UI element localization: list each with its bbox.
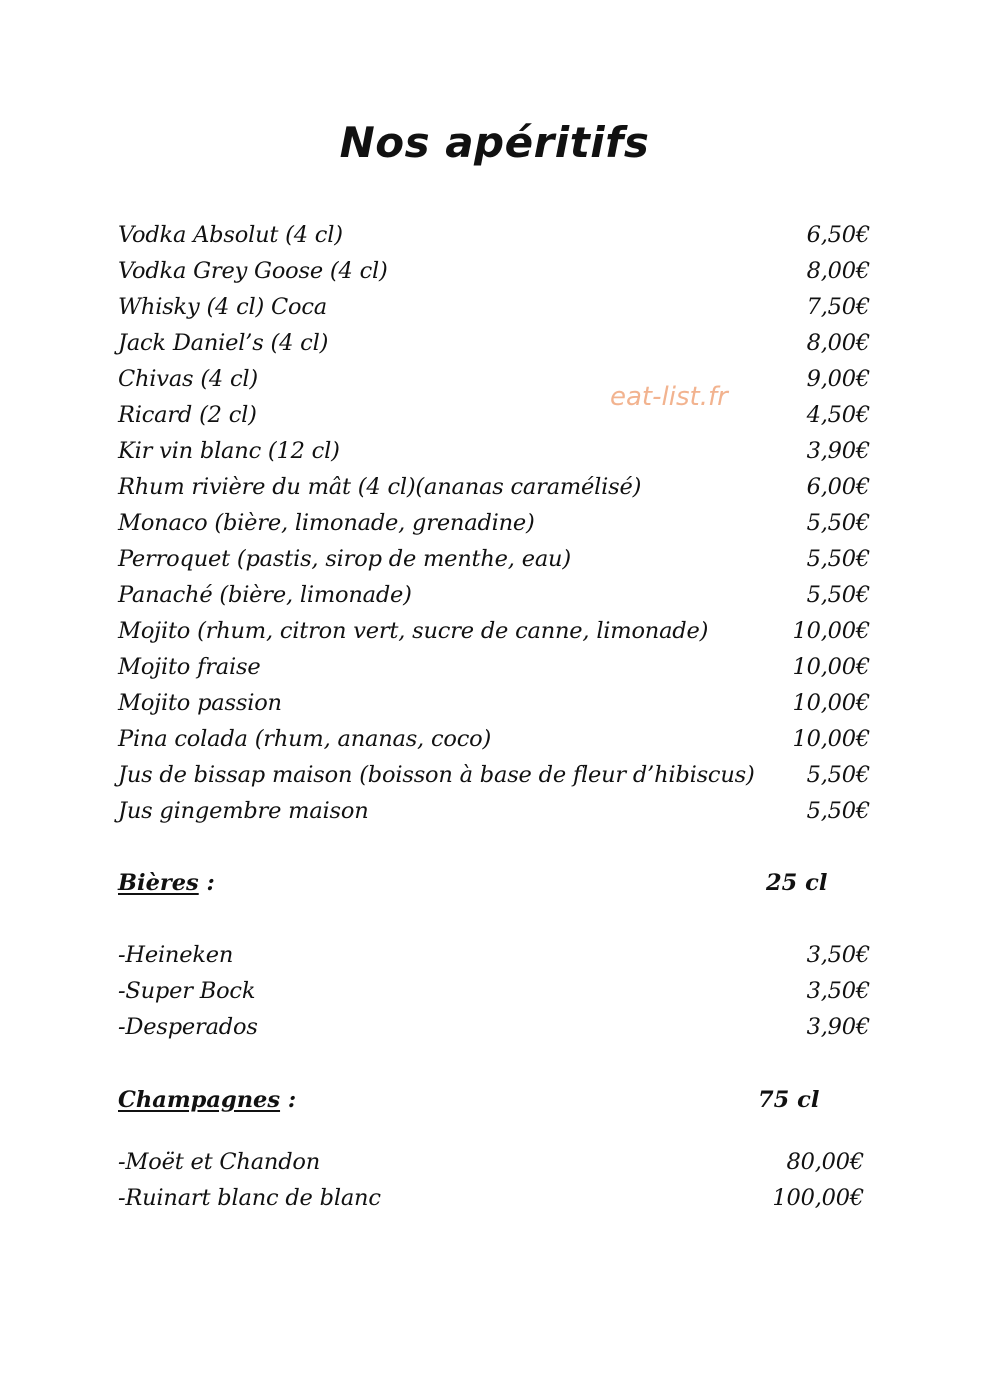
menu-item — [118, 1145, 864, 1181]
menu-item — [118, 794, 870, 830]
item-name: Mojito (rhum, citron vert, sucre de canne, limonade) — [118, 618, 709, 644]
item-name: Ricard (2 cl) — [118, 402, 257, 428]
item-price: 10,00€ — [792, 690, 870, 716]
section-header-champagnes — [118, 1083, 870, 1119]
item-name: Rhum rivière du mât (4 cl)(ananas caramélisé) — [118, 474, 642, 500]
item-name: -Heineken — [118, 942, 234, 968]
item-name: Chivas (4 cl) — [118, 366, 258, 392]
item-price: 8,00€ — [806, 330, 870, 356]
item-price: 5,50€ — [806, 762, 870, 788]
menu-item — [118, 722, 870, 758]
item-name: Mojito fraise — [118, 654, 261, 680]
item-name: Monaco (bière, limonade, grenadine) — [118, 510, 535, 536]
item-price: 6,00€ — [806, 474, 870, 500]
item-name: Vodka Grey Goose (4 cl) — [118, 258, 388, 284]
section-label-colon: : — [280, 1087, 297, 1113]
item-name: -Super Bock — [118, 978, 256, 1004]
item-price: 7,50€ — [806, 294, 870, 320]
menu-item — [118, 290, 870, 326]
item-name: Jack Daniel’s (4 cl) — [118, 330, 329, 356]
item-name: -Moët et Chandon — [118, 1149, 321, 1175]
item-name: -Ruinart blanc de blanc — [118, 1185, 381, 1211]
menu-item — [118, 506, 870, 542]
section-label — [118, 870, 215, 896]
item-name: Perroquet (pastis, sirop de menthe, eau) — [118, 546, 571, 572]
item-price: 8,00€ — [806, 258, 870, 284]
menu-item — [118, 218, 870, 254]
section-header-bieres — [118, 866, 870, 902]
item-name: Jus gingembre maison — [118, 798, 369, 824]
item-name: Pina colada (rhum, ananas, coco) — [118, 726, 492, 752]
item-price: 5,50€ — [806, 798, 870, 824]
menu-item — [118, 614, 870, 650]
menu-item — [118, 434, 870, 470]
menu-item — [118, 326, 870, 362]
section-label-colon: : — [198, 870, 215, 896]
watermark: eat-list.fr — [610, 382, 728, 412]
menu-item — [118, 578, 870, 614]
item-price: 3,90€ — [806, 1014, 870, 1040]
item-price: 10,00€ — [792, 654, 870, 680]
menu-item — [118, 758, 870, 794]
item-name: Whisky (4 cl) Coca — [118, 294, 328, 320]
section-size: 75 cl — [758, 1087, 820, 1113]
item-price: 9,00€ — [806, 366, 870, 392]
section-label-text: Champagnes — [118, 1087, 281, 1113]
item-price: 5,50€ — [806, 582, 870, 608]
item-name: Mojito passion — [118, 690, 282, 716]
menu-item — [118, 1010, 870, 1046]
item-name: Jus de bissap maison (boisson à base de fleur d’hibiscus) — [118, 762, 755, 788]
menu-item — [118, 686, 870, 722]
item-price: 4,50€ — [806, 402, 870, 428]
item-name: Kir vin blanc (12 cl) — [118, 438, 340, 464]
item-price: 100,00€ — [772, 1185, 864, 1211]
section-size: 25 cl — [766, 870, 828, 896]
menu-item — [118, 254, 870, 290]
item-name: Panaché (bière, limonade) — [118, 582, 412, 608]
menu-item — [118, 1181, 864, 1217]
item-price: 3,50€ — [806, 942, 870, 968]
item-name: Vodka Absolut (4 cl) — [118, 222, 343, 248]
page-title: Nos apéritifs — [339, 118, 650, 167]
menu-item — [118, 542, 870, 578]
item-price: 5,50€ — [806, 510, 870, 536]
menu-item — [118, 650, 870, 686]
menu-item — [118, 974, 870, 1010]
item-price: 80,00€ — [786, 1149, 864, 1175]
item-price: 10,00€ — [792, 618, 870, 644]
menu-item — [118, 938, 870, 974]
section-label — [118, 1087, 296, 1113]
item-price: 3,50€ — [806, 978, 870, 1004]
item-name: -Desperados — [118, 1014, 258, 1040]
item-price: 5,50€ — [806, 546, 870, 572]
menu-item — [118, 362, 870, 398]
menu-item — [118, 398, 870, 434]
item-price: 10,00€ — [792, 726, 870, 752]
item-price: 6,50€ — [806, 222, 870, 248]
section-label-text: Bières — [118, 870, 199, 896]
menu-item — [118, 470, 870, 506]
item-price: 3,90€ — [806, 438, 870, 464]
